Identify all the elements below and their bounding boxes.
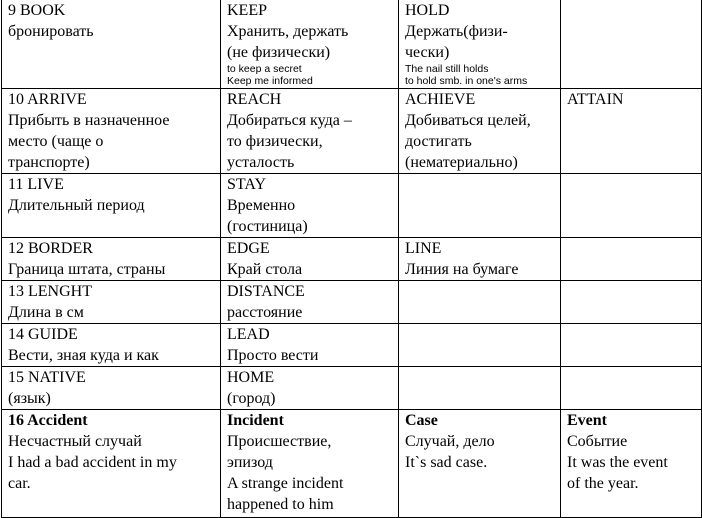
translation: то физически,: [227, 132, 323, 150]
translation: (не физически): [227, 44, 331, 61]
word-cell: [2, 173, 221, 237]
example-note: to keep a secret: [227, 63, 302, 75]
synonym-cell: [399, 237, 561, 280]
synonym-cell: [561, 409, 702, 517]
headword: EDGE: [227, 239, 270, 257]
headword: Case: [405, 411, 438, 429]
table-row: [2, 0, 702, 88]
headword: ATTAIN: [567, 90, 624, 108]
synonym-cell: [561, 237, 702, 280]
headword: STAY: [227, 175, 267, 193]
translation: чески): [405, 44, 450, 61]
vocabulary-table: [1, 0, 702, 518]
table-row: [2, 280, 702, 323]
synonym-cell: [561, 366, 702, 409]
headword: KEEP: [227, 2, 267, 19]
headword: 9 BOOK: [8, 2, 66, 19]
example-sentence: car.: [8, 474, 31, 492]
word-cell: [2, 409, 221, 517]
word-cell: [2, 280, 221, 323]
synonym-cell: [221, 237, 399, 280]
headword: LINE: [405, 239, 442, 257]
synonym-cell: [399, 409, 561, 517]
translation: эпизод: [227, 453, 273, 471]
example-note: Keep me informed: [227, 75, 313, 87]
synonym-cell: [399, 0, 561, 88]
table-row: [2, 366, 702, 409]
headword: Event: [567, 411, 607, 429]
translation: Добиваться целей,: [405, 111, 531, 129]
translation: (язык): [8, 389, 51, 407]
translation: Прибыть в назначенное: [8, 111, 170, 129]
headword: 16 Accident: [8, 411, 88, 429]
example-sentence: A strange incident: [227, 474, 344, 492]
table-row: [2, 323, 702, 366]
translation: Несчастный случай: [8, 432, 142, 450]
synonym-cell: [221, 409, 399, 517]
synonym-cell: [399, 88, 561, 173]
word-cell: [2, 323, 221, 366]
example-sentence: It`s sad case.: [405, 453, 488, 471]
example-sentence: happened to him: [227, 495, 334, 513]
headword: REACH: [227, 90, 282, 108]
example-note: The nail still holds: [405, 63, 489, 75]
synonym-cell: [399, 323, 561, 366]
synonym-cell: [399, 280, 561, 323]
synonym-cell: [399, 366, 561, 409]
example-note: to hold smb. in one's arms: [405, 75, 528, 87]
translation: Держать(физи-: [405, 23, 508, 40]
synonym-cell: [221, 323, 399, 366]
translation: Просто вести: [227, 346, 319, 364]
synonym-cell: [561, 173, 702, 237]
example-sentence: of the year.: [567, 474, 639, 492]
synonym-cell: [221, 0, 399, 88]
headword: DISTANCE: [227, 282, 305, 300]
translation: достигать: [405, 132, 472, 150]
translation: расстояние: [227, 303, 303, 321]
headword: LEAD: [227, 325, 270, 343]
table-row: [2, 173, 702, 237]
headword: 14 GUIDE: [8, 325, 78, 343]
headword: 10 ARRIVE: [8, 90, 87, 108]
synonym-cell: [561, 88, 702, 173]
headword: 15 NATIVE: [8, 368, 86, 386]
translation: (город): [227, 389, 276, 407]
word-cell: [2, 237, 221, 280]
translation: (нематериально): [405, 153, 518, 171]
translation: Добираться куда –: [227, 111, 352, 129]
synonym-cell: [561, 0, 702, 88]
example-sentence: I had a bad accident in my: [8, 453, 177, 471]
translation: Вести, зная куда и как: [8, 346, 159, 364]
translation: Длина в см: [8, 303, 84, 321]
synonym-cell: [561, 280, 702, 323]
synonym-cell: [221, 173, 399, 237]
synonym-cell: [221, 280, 399, 323]
word-cell: [2, 88, 221, 173]
table-row: [2, 88, 702, 173]
word-cell: [2, 0, 221, 88]
translation: усталость: [227, 153, 295, 171]
table-row: [2, 237, 702, 280]
headword: HOLD: [405, 2, 450, 19]
word-cell: [2, 366, 221, 409]
translation: Край стола: [227, 260, 303, 278]
synonym-cell: [221, 88, 399, 173]
headword: HOME: [227, 368, 275, 386]
translation: Временно: [227, 196, 296, 214]
translation: Линия на бумаге: [405, 260, 519, 278]
translation: Событие: [567, 432, 628, 450]
headword: 11 LIVE: [8, 175, 64, 193]
translation: место (чаще о: [8, 132, 104, 150]
translation: Граница штата, страны: [8, 260, 166, 278]
headword: ACHIEVE: [405, 90, 476, 108]
headword: Incident: [227, 411, 284, 429]
translation: бронировать: [8, 23, 94, 40]
translation: Хранить, держать: [227, 23, 349, 40]
translation: Случай, дело: [405, 432, 495, 450]
translation: Происшествие,: [227, 432, 332, 450]
translation: (гостиница): [227, 217, 308, 235]
translation: Длительный период: [8, 196, 145, 214]
table-row: [2, 409, 702, 517]
synonym-cell: [221, 366, 399, 409]
synonym-cell: [399, 173, 561, 237]
headword: 12 BORDER: [8, 239, 93, 257]
translation: транспорте): [8, 153, 90, 171]
synonym-cell: [561, 323, 702, 366]
headword: 13 LENGHT: [8, 282, 92, 300]
example-sentence: It was the event: [567, 453, 668, 471]
